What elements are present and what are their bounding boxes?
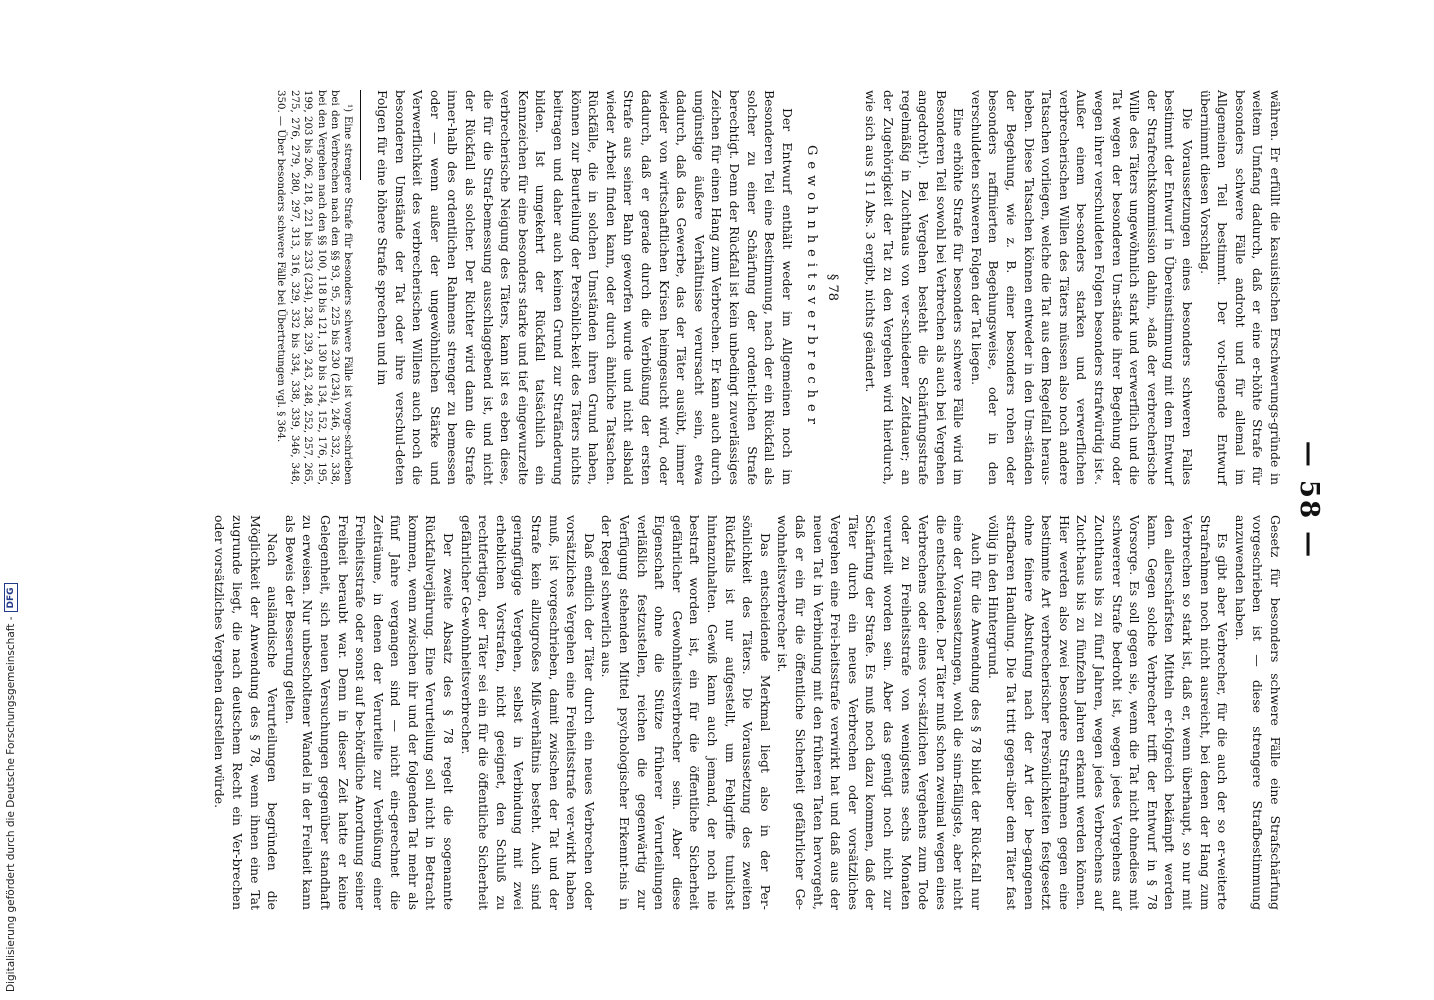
paragraph: Die Voraussetzungen eines besonders schweren Falles bestimmt der Entwurf in Übereinstimmung mit dem Entwurf der Strafrechtskommission dahin, »daß der verbrecherische Wille des Täters ungewöhnlich stark und verwerflich und die Tat wegen der besonderen Um-stände ihrer Begehung oder wegen ihrer verschuldeten Folgen besonders strafwürdig ist«. Außer einem be-sonders starken und verwerflichen verbrecherischen Willen des Täters müssen also noch andere Tatsachen vorliegen, welche die Tat aus dem Regelfall heraus-heben. Diese Tatsachen können entweder in den Um-ständen der Begehung, wie z. B. einer besonders rohen oder besonders raffinierten Begehungsweise, oder in den verschuldeten schweren Folgen der Tat liegen.	[968, 90, 1196, 485]
paragraph: Nach ausländische Verurteilungen begründen die Möglichkeit der Anwendung des § 78, wenn ihnen eine Tat zugrunde liegt, die nach deutschem Recht ein Ver-brechen oder vorsätzliches Vergehen darstellen würde.	[212, 515, 281, 910]
section-title: Gewohnheitsverbrecher	[803, 145, 819, 430]
paragraph: Das entscheidende Merkmal liegt also in der Per-sönlichkeit des Täters. Die Voraussetzung des zweiten Rückfalls ist nur aufgestellt, um Fehlgriffe tunlichst hintanzuhalten. Gewiß kann auch jemand, der noch nie bestraft worden ist, ein für die öffentliche Sicherheit gefährlicher Gewohnheitsverbrecher sein. Aber diese Eigenschaft ohne die Stütze früherer Verurteilungen verläßlich festzustellen, reichen die gegenwärtig zur Verfügung stehenden Mittel psychologischer Erkennt-nis in der Regel schwerlich aus.	[599, 515, 773, 910]
right-column	[211, 515, 1284, 910]
dfg-logo: DFG	[4, 583, 18, 612]
paragraph: Es gibt aber Verbrecher, für die auch der so er-weiterte Strafrahmen noch nicht ausreicht, bei denen der Hang zum Verbrechen so stark ist, daß er, wenn überhaupt, so nur mit den allerschärfsten Mitteln er-folgreich bekämpft werden kann. Gegen solche Verbrecher trifft der Entwurf in § 78 Vorsorge. Es soll gegen sie, wenn die Tat nicht ohnedies mit schwererer Strafe bedroht ist, wegen jedes Vergehens auf Zuchthaus bis zu fünf Jahren, wegen jedes Verbrechens auf Zucht-haus bis zu fünfzehn Jahren erkannt werden können. Hier werden also zwei besondere Strafrahmen gegen eine bestimmte Art verbrecherischer Persönlichkeiten festgesetzt ohne feinere Abstufung nach der Art der be-gangenen strafbaren Handlung. Die Tat tritt gegen-über dem Täter fast völlig in den Hintergrund.	[986, 515, 1231, 910]
digitization-credit-sidebar	[0, 0, 22, 1000]
paragraph: Der Entwurf enthält weder im Allgemeinen noch im Besonderen Teil eine Bestimmung, nach der ein Rückfall als solcher zu einer Schärfung der ordent-lichen Strafe berechtigt. Denn der Rückfall ist kein unbedingt zuverlässiges Zeichen für einen Hang zum Verbrechen. Er kann auch durch ungünstige äußere Verhältnisse verursacht sein, etwa dadurch, daß das Gewerbe, das der Täter ausübt, immer wieder von wirtschaftlichen Krisen heimgesucht wird, oder dadurch, daß er gerade durch die Verbüßung der ersten Strafe aus seiner Bahn geworfen wurde und nicht alsbald wieder Arbeit finden kann, oder durch ähnliche Tatsachen. Rückfälle, die in solchen Umständen ihren Grund haben, können zur Beurteilung der Persönlich-keit des Täters nichts beitragen und daher auch keinen Grund zur Strafänderung bilden. Ist umgekehrt der Rückfall tatsächlich ein Kennzeichen für eine besonders starke und tief eingewurzelte verbrecherische Neigung des Täters, kann ist es eben diese, die für die Straf-bemessung ausschlaggebend ist, und nicht der Rückfall als solcher. Der Richter wird dann die Strafe inner-halb des ordentlichen Rahmens strenger zu bemessen oder — wenn außer der ungewöhnlichen Stärke und Verwerflichkeit des verbrecherischen Willens auch noch die besonderen Umstände der Tat oder ihre verschul-deten Folgen für eine höhere Strafe sprechen und im	[375, 90, 795, 485]
section-number: § 78	[824, 273, 840, 302]
paragraph: Daß endlich der Täter durch ein neues Verbrechen oder vorsätzliches Vergehen eine Freiheitsstrafe ver-wirkt haben muß, ist vorgeschrieben, damit zwischen der Tat und der Strafe kein allzugroßes Miß-verhältnis besteht. Auch sind geringfügige Vergehen, selbst in Verbindung mit zwei erheblichen Vorstrafen, nicht geeignet, den Schluß zu rechtfertigen, der Täter sei ein für die öffentliche Sicherheit gefährlicher Ge-wohnheitsverbrecher.	[458, 515, 597, 910]
page-number: — 58 —	[1294, 440, 1324, 560]
footnote: ¹) Eine strengere Strafe für besonders schwere Fälle ist vorge-schrieben bei den Verbrechen nach den §§ 93, 95, 225 bis 230 (234), 246, 332, 338, bei den Vergehen nach den §§ 100, 118 bis 121, 130 bis 134, 152, 176, 195, 199, 203 bis 206, 218, 221 bis 233 (234), 238, 239, 243, 248, 252, 257, 265, 275, 276, 279, 280, 297, 313, 316, 329, 332 bis 334, 338, 339, 346, 348, 350. — Über besonders schwere Fälle bei Übertretungen vgl. § 364.	[275, 90, 354, 485]
credit-text: Digitalisierung gefördert durch die Deutsche Forschungsgemeinschaft -	[5, 616, 17, 992]
paragraph: Eine erhöhte Strafe für besonders schwere Fälle wird im Besonderen Teil sowohl bei Verbrechen als auch bei Vergehen angedroht¹). Bei Vergehen besteht die Schärfungsstrafe regelmäßig in Zuchthaus von ver-schiedener Zeitdauer; an der Zugehörigkeit der Tat zu den Vergehen wird hierdurch, wie sich aus § 11 Abs. 3 ergibt, nichts geändert.	[863, 90, 967, 485]
paragraph: Auch für die Anwendung des § 78 bildet der Rück-fall nur eine der Voraussetzungen, wohl die sinn-fälligste, aber nicht die entscheidende. Der Täter muß schon zweimal wegen eines Verbrechens oder eines vor-sätzlichen Vergehens zum Tode oder zu Freiheitsstrafe von wenigstens sechs Monaten verurteilt worden sein. Aber das genügt noch nicht zur Schärfung der Strafe. Es muß noch dazu kommen, daß der Täter durch ein neues Verbrechen oder vorsätzliches Vergehen eine Frei-heitsstrafe verwirkt hat und daß aus der neuen Tat in Verbindung mit den früheren Taten hervorgeht, daß er ein für die öffentliche Sicherheit gefährlicher Ge-wohnheitsverbrecher ist.	[775, 515, 984, 910]
paragraph: Gesetz für besonders schwere Fälle eine Strafschärfung vorgeschrieben ist — diese strengere Strafbestimmung anzuwenden haben.	[1232, 515, 1283, 910]
paragraph: währen. Er erfüllt die kasuistischen Erschwerungs-gründe in weitem Umfang dadurch, daß er eine er-höhte Strafe für besonders schwere Fälle androht und für allemal im Allgemeinen Teil bestimmt. Der vor-liegende Entwurf übernimmt diesen Vorschlag.	[1197, 90, 1283, 485]
digitization-credit	[4, 12, 18, 992]
paragraph: Der zweite Absatz des § 78 regelt die sogenannte Rückfallverjährung. Eine Verurteilung soll nicht in Betracht kommen, wenn zwischen ihr und der folgenden Tat mehr als fünf Jahre vergangen sind — nicht ein-gerechnet die Zeiträume, in denen der Verurteilte zur Verbüßung einer Freiheitsstrafe oder sonst auf be-hördliche Anordnung seiner Freiheit beraubt war. Denn in dieser Zeit hatte er keine Gelegenheit, sich neuen Versuchungen gegenüber standhaft zu erweisen. Nur unbescholtener Wandel in der Freiheit kann als Beweis der Besserung gelten.	[282, 515, 457, 910]
left-column	[274, 90, 1284, 485]
footnote-divider	[361, 90, 362, 180]
